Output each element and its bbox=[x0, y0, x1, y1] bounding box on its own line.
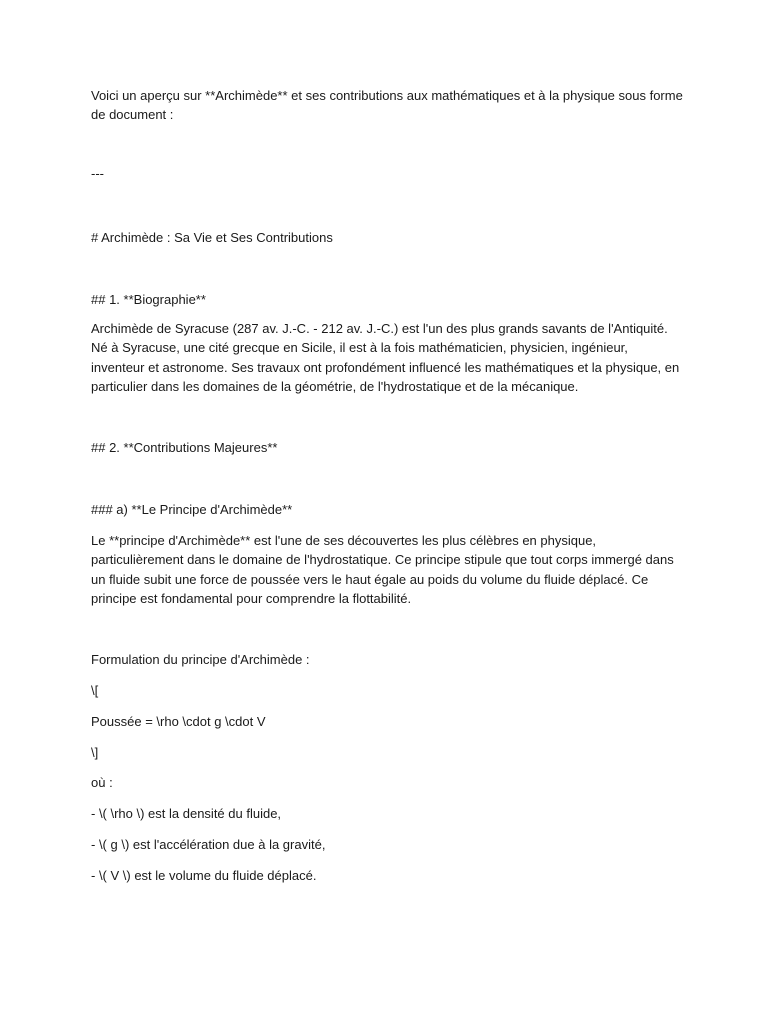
math-close: \] bbox=[91, 745, 99, 760]
subsection-a-body: Le **principe d'Archimède** est l'une de ses découvertes les plus célèbres en physique, particulièrement dans le domaine de l'hydrostatique. Ce principe stipule que tout corps immergé dans un fluide subit une force de poussée vers le haut égale au poids du volume du fluide déplacé. Ce principe est fondamental pour comprendre la flottabilité. bbox=[91, 533, 674, 606]
math-open: \[ bbox=[91, 683, 99, 698]
separator: --- bbox=[91, 166, 104, 181]
section1-body: Archimède de Syracuse (287 av. J.-C. - 212 av. J.-C.) est l'un des plus grands savants de l'Antiquité. Né à Syracuse, une cité grecque en Sicile, il est à la fois mathématicien, physicien, ingénieur, inventeur et astronome. Ses travaux ont profondément influencé les mathématiques et la physique, en particulier dans les domaines de la géométrie, de l'hydrostatique et de la mécanique. bbox=[91, 321, 680, 394]
formulation-label: Formulation du principe d'Archimède : bbox=[91, 652, 310, 667]
bullet-item: - \( \rho \) est la densité du fluide, bbox=[91, 806, 282, 821]
bullet-item: - \( g \) est l'accélération due à la gravité, bbox=[91, 837, 326, 852]
subsection-a-heading: ### a) **Le Principe d'Archimède** bbox=[91, 502, 293, 517]
formula: Poussée = \rho \cdot g \cdot V bbox=[91, 714, 266, 729]
section2-heading: ## 2. **Contributions Majeures** bbox=[91, 440, 278, 455]
bullet-item: - \( V \) est le volume du fluide déplacé. bbox=[91, 868, 317, 883]
section1-heading: ## 1. **Biographie** bbox=[91, 292, 206, 307]
document-title: # Archimède : Sa Vie et Ses Contributions bbox=[91, 230, 333, 245]
where-label: où : bbox=[91, 775, 113, 790]
intro-paragraph: Voici un aperçu sur **Archimède** et ses contributions aux mathématiques et à la physique sous forme de document : bbox=[91, 88, 683, 123]
